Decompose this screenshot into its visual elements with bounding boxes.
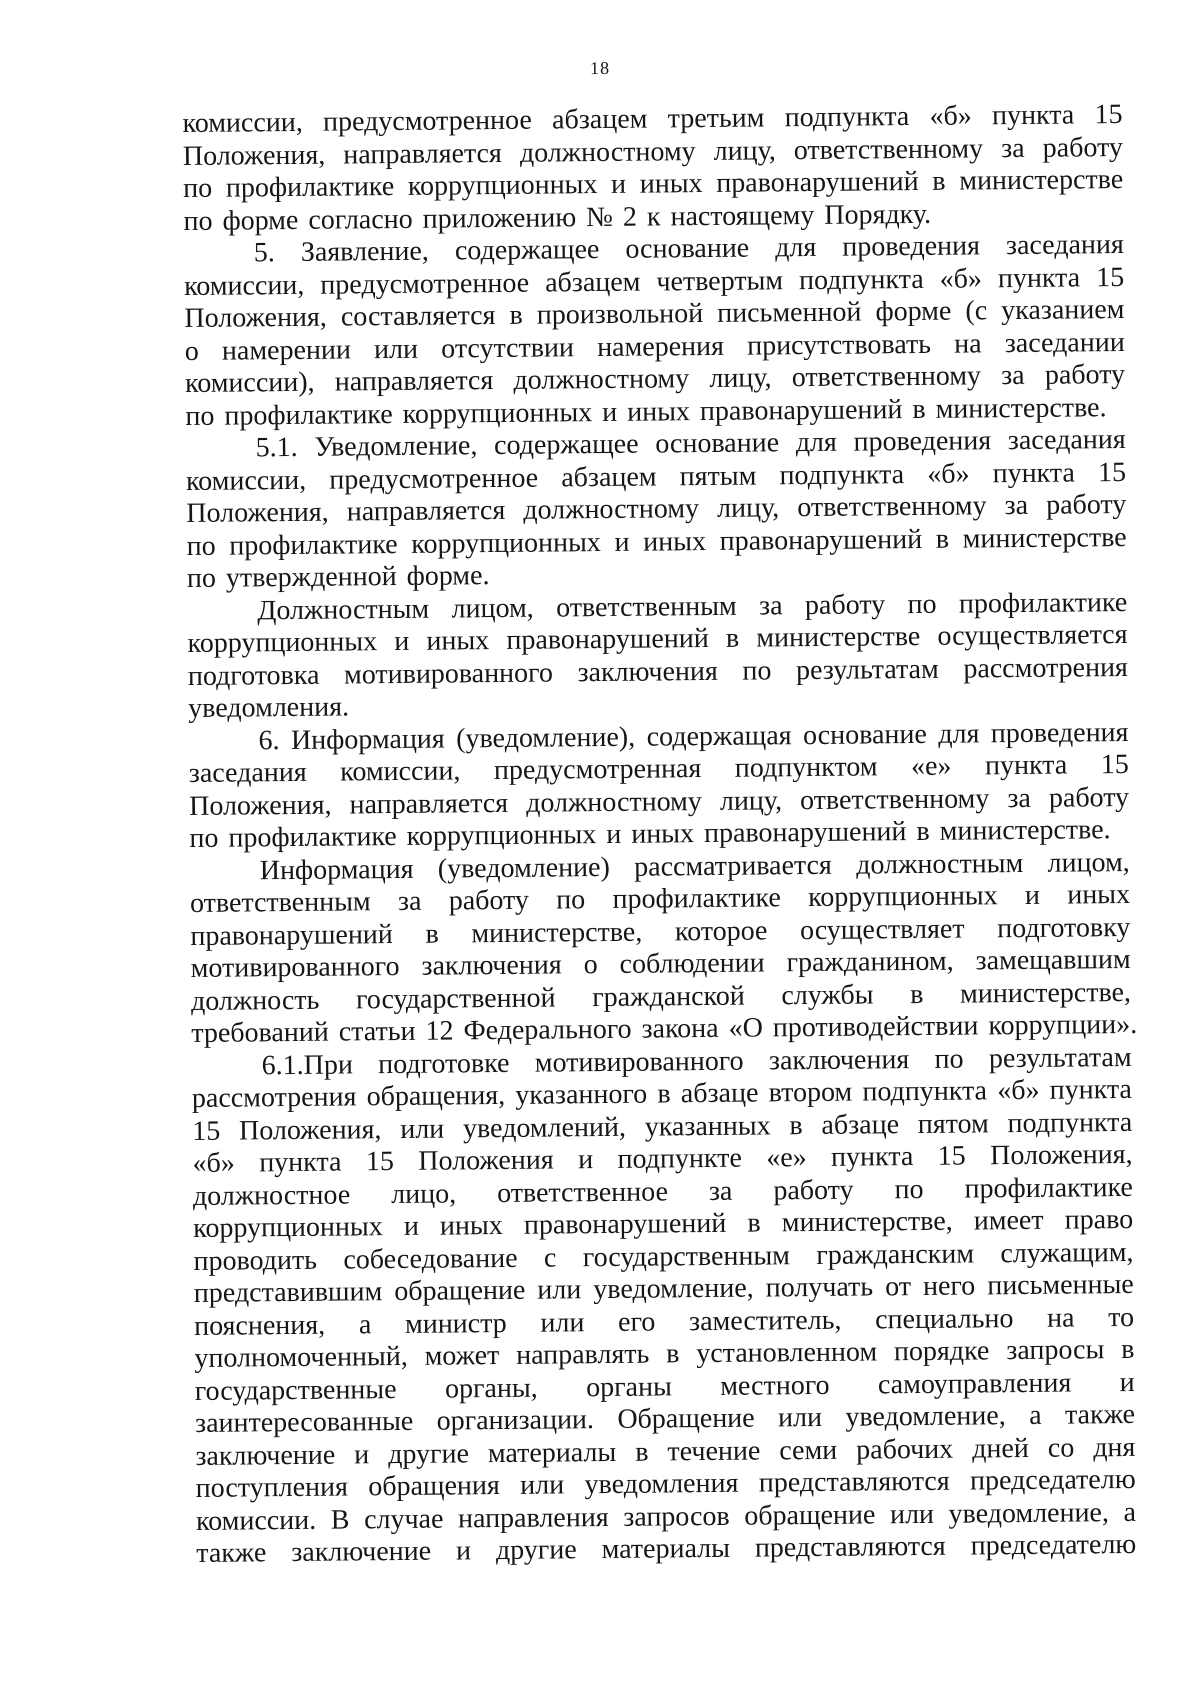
text-line: мотивированного заключения о соблюдении гражданином, замещавшим (190, 943, 1131, 984)
text-line: также заключение и другие материалы представляются председателю (196, 1528, 1137, 1569)
text-line: 6. Информация (уведомление), содержащая основание для проведения (258, 716, 1129, 756)
text-line: представившим обращение или уведомление, получать от него письменные (193, 1268, 1134, 1309)
text-line: 5.1. Уведомление, содержащее основание для проведения заседания (255, 423, 1126, 464)
page-number: 18 (589, 57, 611, 79)
text-line: «б» пункта 15 Положения и подпункте «е» пункта 15 Положения, (192, 1138, 1133, 1179)
text-line: требований статьи 12 Федерального закона «О противодействии коррупции». (191, 1008, 1138, 1049)
text-line: пояснения, а министр или его заместитель, специально на то (193, 1301, 1135, 1342)
text-line: заседания комиссии, предусмотренная подпунктом «е» пункта 15 (188, 748, 1129, 789)
text-line: заинтересованные организации. Обращение или уведомление, а также (194, 1398, 1136, 1439)
text-line: комиссии, предусмотренное абзацем четвертым подпункта «б» пункта 15 (184, 261, 1125, 302)
text-line: государственные органы, органы местного самоуправления и (194, 1366, 1135, 1407)
text-line: по профилактике коррупционных и иных правонарушений в министерстве (183, 163, 1124, 205)
text-line: Должностным лицом, ответственным за работу по профилактике (257, 586, 1128, 626)
text-line: по профилактике коррупционных и иных правонарушений в министерстве. (189, 814, 1111, 854)
text-line: комиссии, предусмотренное абзацем пятым подпункта «б» пункта 15 (185, 456, 1127, 497)
text-line: Положения, направляется должностному лицу, ответственному за работу (186, 488, 1127, 529)
text-line: рассмотрения обращения, указанного в абзаце втором подпункта «б» пункта (191, 1073, 1133, 1114)
text-line: уведомления. (188, 691, 350, 724)
text-line: Положения, направляется должностному лицу, ответственному за работу (182, 131, 1124, 172)
text-line: комиссии), направляется должностному лицу, ответственному за работу (184, 358, 1126, 399)
text-line: коррупционных и иных правонарушений в министерстве осуществляется (187, 618, 1128, 659)
text-line: должностное лицо, ответственное за работу по профилактике (192, 1171, 1133, 1212)
text-line: по профилактике коррупционных и иных правонарушений в министерстве (186, 521, 1127, 562)
text-line: комиссии. В случае направления запросов обращение или уведомление, а (195, 1496, 1137, 1537)
text-line: ответственным за работу по профилактике коррупционных и иных (189, 878, 1131, 919)
text-line: заключение и другие материалы в течение семи рабочих дней со дня (195, 1431, 1136, 1472)
text-line: 6.1.При подготовке мотивированного заключения по результатам (261, 1041, 1132, 1081)
text-line: Информация (уведомление) рассматривается должностным лицом, (259, 846, 1130, 886)
text-line: комиссии, предусмотренное абзацем третьим подпункта «б» пункта 15 (182, 98, 1123, 140)
text-line: 5. Заявление, содержащее основание для проведения заседания (253, 228, 1124, 269)
text-line: о намерении или отсутствии намерения присутствовать на заседании (184, 326, 1125, 367)
text-line: Положения, составляется в произвольной письменной форме (с указанием (184, 293, 1125, 334)
text-line: по форме согласно приложению № 2 к настоящему Порядку. (183, 198, 932, 237)
text-line: коррупционных и иных правонарушений в министерстве, имеет право (193, 1203, 1134, 1244)
text-line: по утвержденной форме. (186, 560, 490, 594)
text-line: по профилактике коррупционных и иных правонарушений в министерстве. (185, 391, 1107, 432)
text-line: поступления обращения или уведомления представляются председателю (195, 1463, 1136, 1504)
document-body (182, 99, 1136, 1570)
text-line: уполномоченный, может направлять в установленном порядке запросы в (194, 1333, 1135, 1374)
text-line: Положения, направляется должностному лицу, ответственному за работу (188, 781, 1130, 822)
text-line: 15 Положения, или уведомлений, указанных в абзаце пятом подпункта (192, 1106, 1133, 1147)
text-line: должность государственной гражданской службы в министерстве, (190, 976, 1132, 1017)
text-line: подготовка мотивированного заключения по результатам рассмотрения (187, 651, 1128, 692)
text-line: правонарушений в министерстве, которое осуществляет подготовку (190, 911, 1131, 952)
text-line: проводить собеседование с государственным гражданским служащим, (193, 1236, 1134, 1277)
